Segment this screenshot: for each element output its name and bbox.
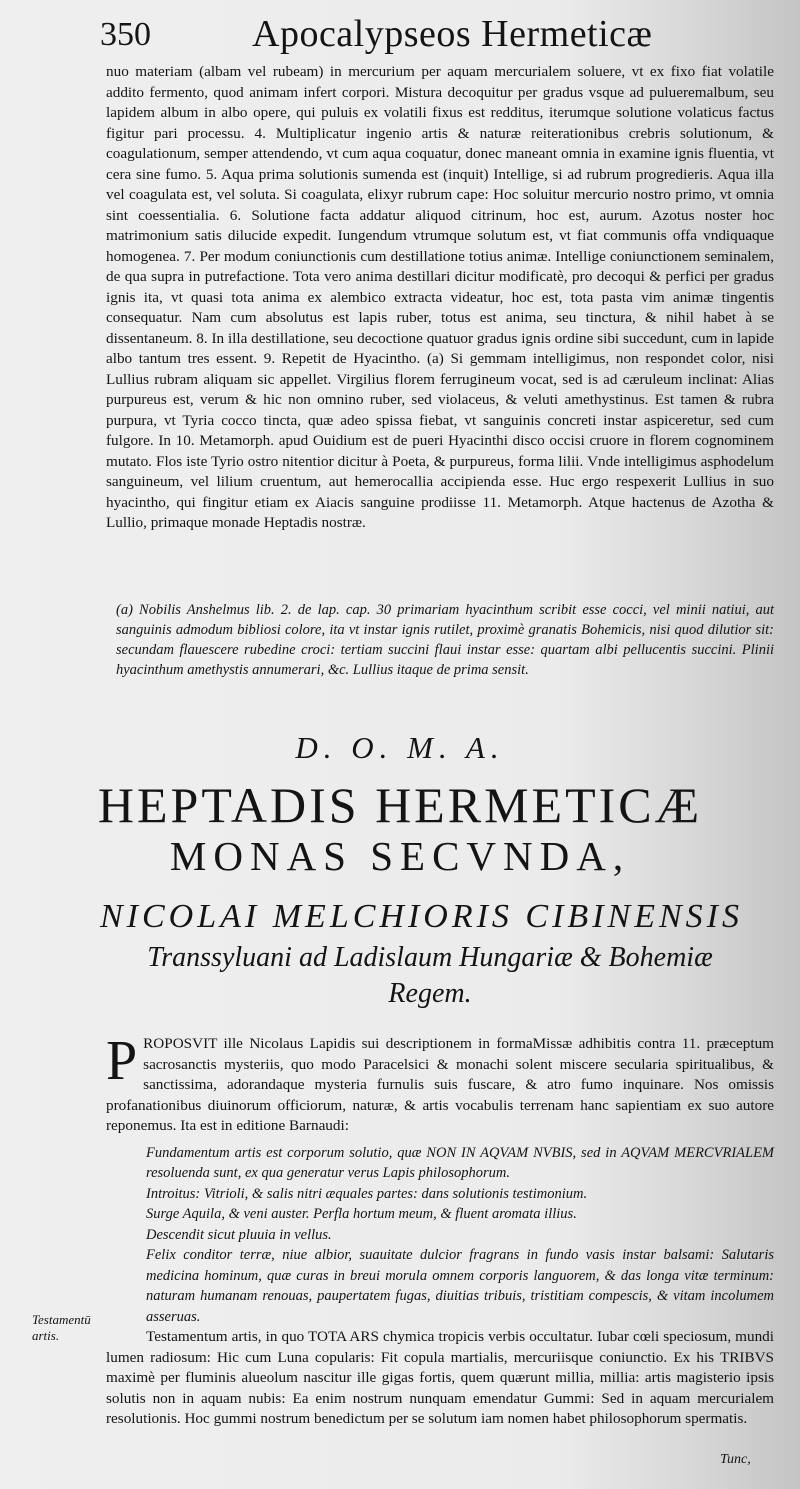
main-text-bottom <box>106 1030 774 1430</box>
quote-surge: Surge Aquila, & veni auster. Perfla hortum meum, & fluent aromata illius. <box>146 1206 577 1222</box>
author-name: NICOLAI MELCHIORIS CIBINENSIS <box>100 898 743 935</box>
author-dedication: Transsyluani ad Ladislaum Hungariæ & Bohemiæ Regem. <box>147 942 713 1009</box>
catchword: Tunc, <box>720 1452 751 1467</box>
quote-felix: Felix conditor terræ, niue albior, suauitate dulcior fragrans in fundo vasis instar balsami: Salutaris medicina hominum, quæ curas in breui morula omnem corporis languorem, & das longa vitæ terminum: naturam humanam renouas, paupertatem fugas, diuitias tribuis, tristitiam compescis, & vitam incolumem asseruas. <box>146 1247 774 1325</box>
quoted-passage <box>106 1143 774 1328</box>
drop-cap: P <box>106 1030 138 1092</box>
footnote <box>116 600 774 680</box>
footnote-text: (a) Nobilis Anshelmus lib. 2. de lap. cap. 30 primariam hyacinthum scribit esse cocci, vel minii natiui, aut sanguinis admodum bibliosi colore, ita vt instar ignis rutilet, proximè granatis Bohemicis, nisi quod dilutior sit: secundam flauescere rubedine croci: tertiam succini flaui instar esse: quartam albi pellucentis succini. Plinii hyacinthum amethystis annumerari, &c. Lullius itaque de prima sensit. <box>116 602 774 678</box>
paragraph-azoth-lullius: nuo materiam (albam vel rubeam) in mercurium per aquam mercurialem soluere, vt ex fixo fiat volatile addito fermento, quod animam infert corpori. Mistura decoquitur per gradus vsque ad pulueremalbum, seu lapidem album in albo opere, qui puluis ex volatili fixus est redditus, iterumque solutione volaticus factus figitur pari processu. 4. Multiplicatur ingenio artis & naturæ reiterationibus crebris solutionum, & coagulationum, semper attendendo, vt cum aqua coquatur, donec maneant omnia in examine ignis fluentia, vt cera sine fumo. 5. Aqua prima solutionis sumenda est (inquit) Intellige, si ad rubrum progredieris. Aqua illa vel coagulata est, vel soluta. Si coagulata, elixyr rubrum cape: Hoc soluitur mercurio nostro primo, vt omnia sint coessentialia. 6. Solutione facta addatur aliquod citrinum, hoc est, aurum. Azotus noster hoc matrimonium satis dilucide expedit. Iungendum vtrumque solutum est, vt fiat communis offa vndiquaque homogenea. 7. Per modum coniunctionis cum destillatione totius animæ. Intellige coniunctionem seminalem, de qua supra in putrefactione. Tota vero anima destillari dicitur modificatè, pro decoqui & perfici per gradus ignis ita, vt quasi tota anima ex alembico extracta videatur, hoc est, tota pasta vim animæ tingentis consequatur. Nam cum absolutus est lapis ruber, totus est anima, seu tinctura, & nihil habet à se dissentaneum. 8. In illa destillatione, seu decoctione quatuor gradus ignis ordine sibi succedunt, cum in lapide albo tantum tres essent. 9. Repetit de Hyacintho. (a) Si gemmam intelligimus, non respondet color, nisi Lullius rubram aliquam sic appellet. Virgilius florem ferrugineum vocat, sed is ad cæruleum inclinat: Alias purpureus est, verum & hic non omnino ruber, sed violaceus, & veluti amethystinus. Est tamen & rubra purpura, vt Tyria cocco tincta, quæ adeo spissa fiebat, vt sanguinis concreti instar aspiceretur, sed cum fulgore. In 10. Metamorph. apud Ouidium est de pueri Hyacinthi disco occisi cruore in florem cognominem mutato. Flos iste Tyrio ostro nitentior dicitur à Poeta, & purpureus, forma lilii. Vnde intelligimus asphodelum sanguineum, vel lilium cruentum, aut hemerocallia accipienda esse. Huc ergo respexerit Lullius in suo hyacintho, qui fingitur etiam ex Aiacis sanguine prodiisse 11. Metamorph. Atque hactenus de Azotha & Lullio, primaque monade Heptadis nostræ. <box>106 63 774 531</box>
main-text-top <box>106 62 774 534</box>
testament-paragraph: Testamentum artis, in quo TOTA ARS chymica tropicis verbis occultatur. Iubar cœli speciosum, mundi lumen radiosum: Hic cum Luna copularis: Fit copula martialis, mercuriisque coniunctio. Ex his TRIBVS maximè per fluminis alueolum nascitur ille gigas fortis, quem quærunt millia, millia: artis magisterio ipsis solutis non in aquam nubis: Ea enim nostrum nunquam emendatur Gummi: Sed in aquam mercurialem resolutionis. Hoc gummi nostrum benedictum per se solutum iam nomen habet philosophorum spermatis. <box>106 1328 774 1427</box>
section-subtitle: MONAS SECVNDA, <box>169 833 631 879</box>
running-title: Apocalypseos Hermeticæ <box>252 13 653 55</box>
quote-descendit: Descendit sicut pluuia in vellus. <box>146 1226 332 1243</box>
section-title: HEPTADIS HERMETICÆ <box>97 777 703 833</box>
intro-paragraph <box>106 1030 774 1137</box>
page-header <box>92 6 770 58</box>
dedication-heading: D. O. M. A. <box>295 730 505 765</box>
quote-fundamentum: Fundamentum artis est corporum solutio, quæ NON IN AQVAM NVBIS, sed in AQVAM MERCVRIALEM resoluenda sunt, ex qua generatur verus Lapis philosophorum. <box>146 1144 774 1181</box>
quote-introitus: Introitus: Vitrioli, & salis nitri æquales partes: dans solutionis testimonium. <box>146 1185 588 1202</box>
page-number: 350 <box>100 16 151 53</box>
intro-text: ROPOSVIT ille Nicolaus Lapidis sui descriptionem in formaMissæ adhibitis contra 11. præceptum sacrosanctis mysteriis, quo modo Paracelsici & monachi solent miscere secularia spiritualibus, & sanctissima, adorandaque mysteria furnulis suis fuscare, & atro fumo inquinare. Nos omissis profanationibus diuinorum officiorum, naturæ, & artis vocabulis terrenam hanc sapientiam ex suo autore reponemus. Ita est in editione Barnaudi: <box>106 1035 774 1134</box>
margin-note: Testamentū artis. <box>32 1312 91 1343</box>
